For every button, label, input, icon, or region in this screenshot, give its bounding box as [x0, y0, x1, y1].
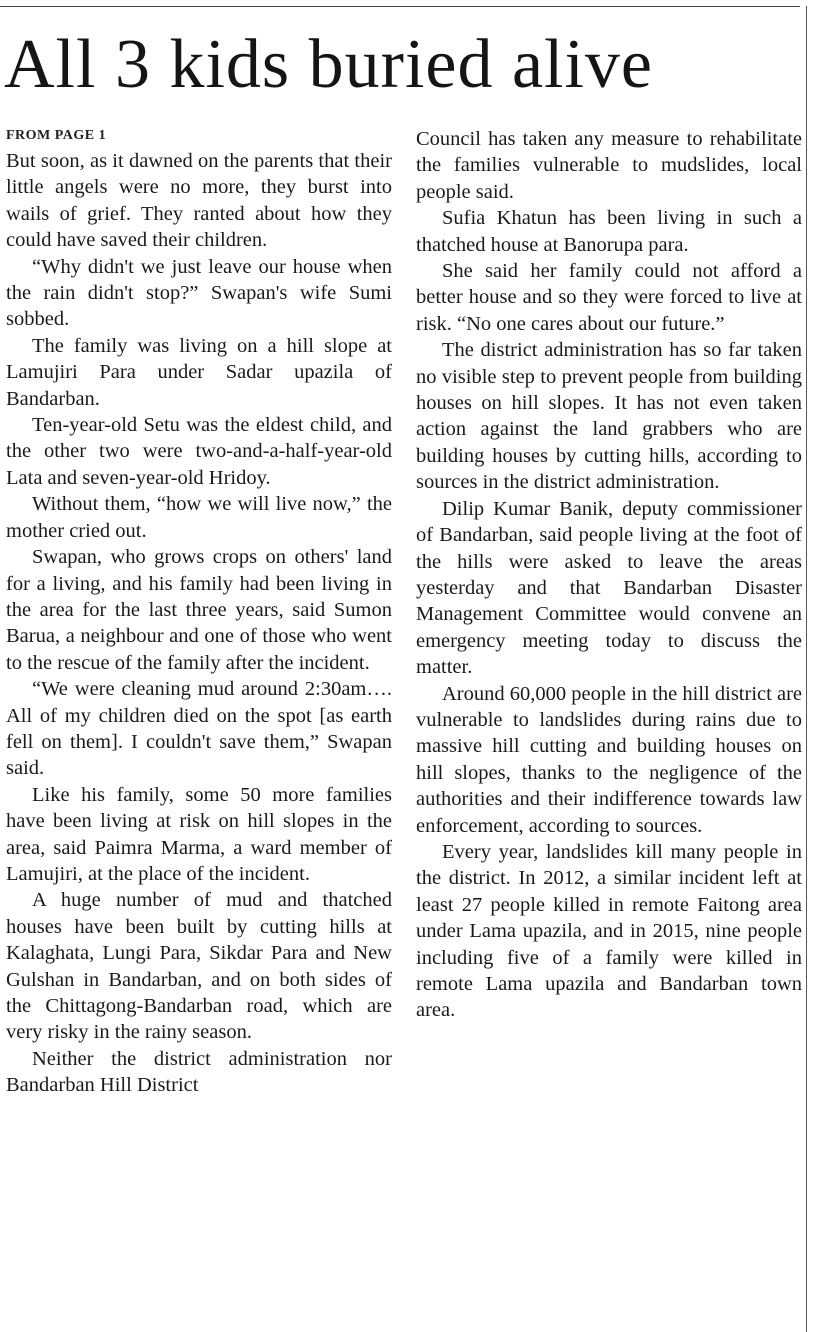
paragraph: Every year, landslides kill many people in the district. In 2012, a similar incident left at least 27 people killed in remote Faitong area under Lama upazila, and in 2015, nine people including five of a family were killed in remote Lama upazila and Bandarban town area.	[416, 840, 802, 1022]
paragraph: “Why didn't we just leave our house when the rain didn't stop?” Swapan's wife Sumi sobbed.	[6, 255, 392, 331]
paragraph: Neither the district administration nor Bandarban Hill District	[6, 1047, 392, 1097]
headline: All 3 kids buried alive	[4, 26, 654, 103]
paragraph: The district administration has so far taken no visible step to prevent people from building houses on hill slopes. It has not even taken action against the land grabbers who are building houses by cutting hills, according to sources in the district administration.	[416, 339, 802, 494]
paragraph: Ten-year-old Setu was the eldest child, and the other two were two-and-a-half-year-old Lata and seven-year-old Hridoy.	[6, 414, 392, 489]
paragraph: Around 60,000 people in the hill district are vulnerable to landslides during rains due to massive hill cutting and building houses on hill slopes, thanks to the negligence of the authorities and their indifference towards law enforcement, according to sources.	[416, 682, 802, 837]
paragraph: Without them, “how we will live now,” the mother cried out.	[6, 493, 392, 542]
paragraph: A huge number of mud and thatched houses have been built by cutting hills at Kalaghata, Lungi Para, Sikdar Para and New Gulshan in Bandarban, and on both sides of the Chittagong-Bandarban road, which are very risky in the rainy season.	[6, 889, 392, 1044]
left-column	[6, 126, 392, 1330]
column-rule	[806, 6, 807, 1332]
right-column	[416, 126, 802, 1330]
paragraph: Dilip Kumar Banik, deputy commissioner of Bandarban, said people living at the foot of the hills were asked to leave the areas yesterday and that Bandarban Disaster Management Committee would convene an emergency meeting today to discuss the matter.	[416, 497, 802, 679]
paragraph: Swapan, who grows crops on others' land for a living, and his family had been living in the area for the last three years, said Sumon Barua, a neighbour and one of those who went to the rescue of the family after the incident.	[6, 546, 392, 674]
paragraph: Sufia Khatun has been living in such a thatched house at Banorupa para.	[416, 207, 802, 256]
top-rule	[0, 6, 800, 7]
paragraph: The family was living on a hill slope at Lamujiri Para under Sadar upazila of Bandarban.	[6, 334, 392, 410]
paragraph: She said her family could not afford a better house and so they were forced to live at risk. “No one cares about our future.”	[416, 260, 802, 335]
paragraph: Like his family, some 50 more families have been living at risk on hill slopes in the area, said Paimra Marma, a ward member of Lamujiri, at the place of the incident.	[6, 783, 392, 885]
paragraph: But soon, as it dawned on the parents that their little angels were no more, they burst into wails of grief. They ranted about how they could have saved their children.	[6, 150, 392, 252]
kicker: FROM PAGE 1	[6, 128, 107, 143]
paragraph: “We were cleaning mud around 2:30am…. All of my children died on the spot [as earth fell on them]. I couldn't save them,” Swapan said.	[6, 678, 392, 780]
paragraph: Council has taken any measure to rehabilitate the families vulnerable to mudslides, local people said.	[416, 128, 802, 203]
